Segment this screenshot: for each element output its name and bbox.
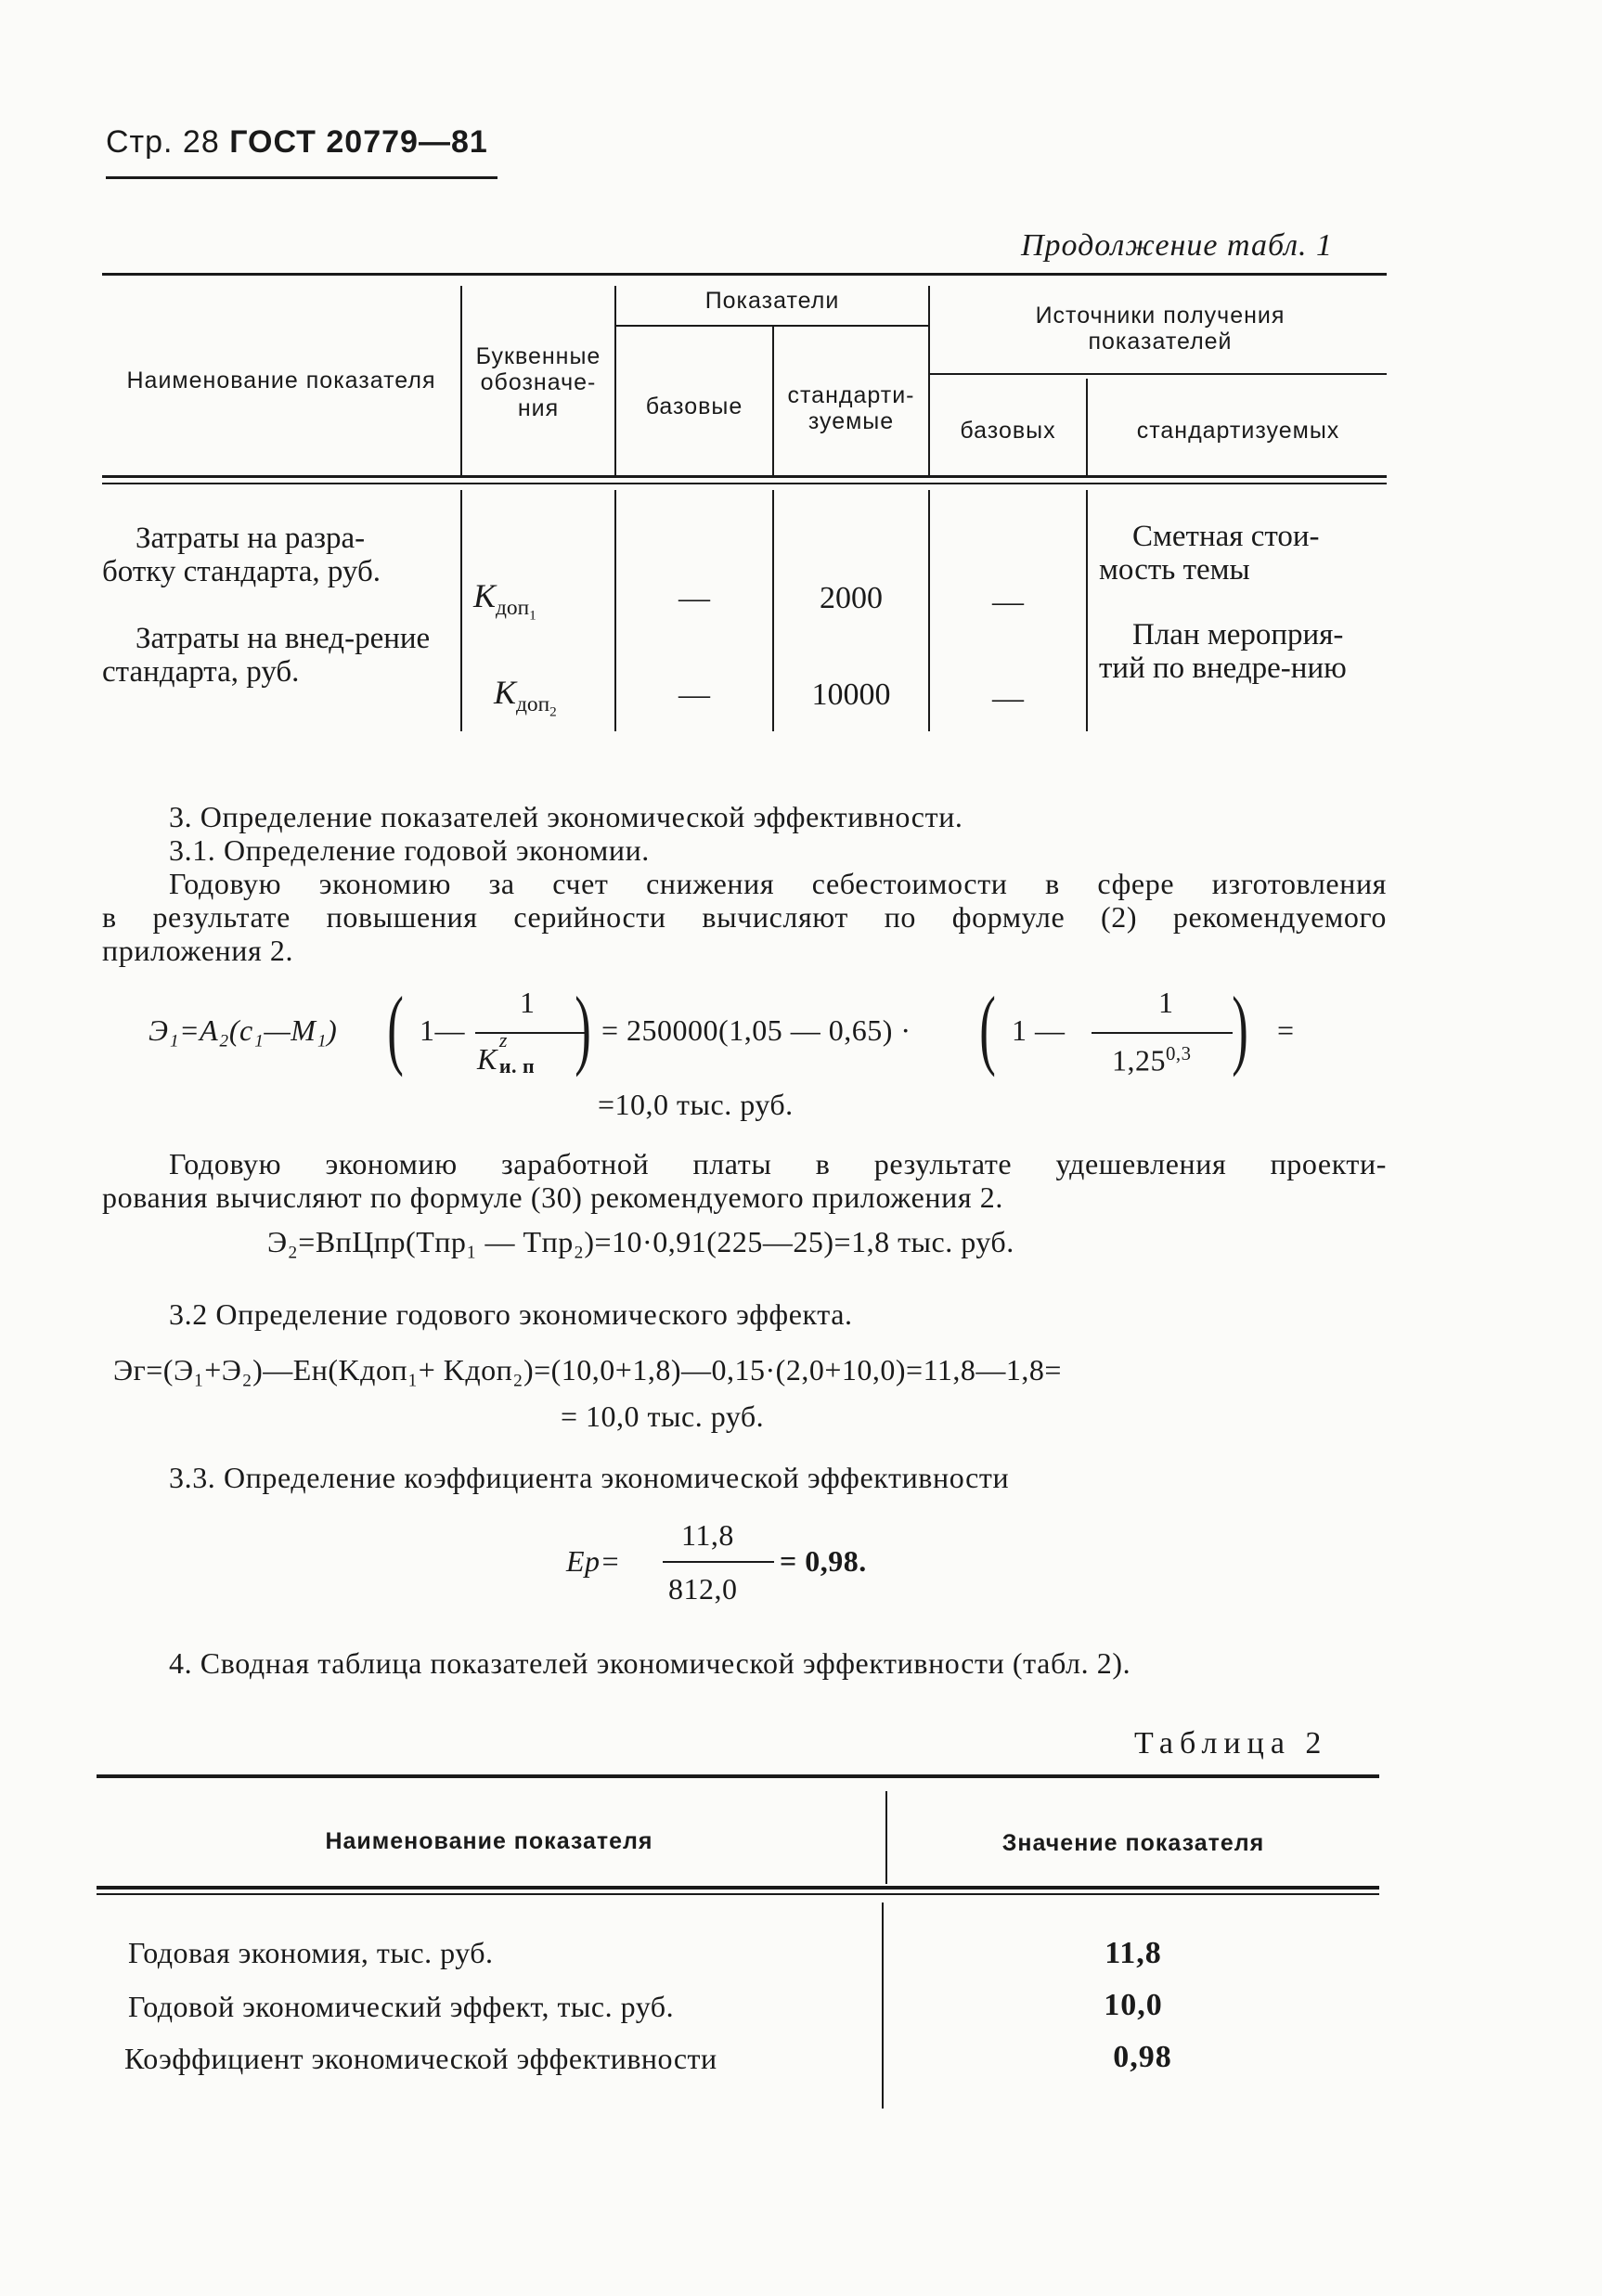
t1-row2-source-standardized: План мероприя-тий по внедре-нию — [1099, 618, 1347, 685]
section-3-2-title: 3.2 Определение годового экономического эффекта. — [169, 1297, 853, 1331]
paragraph-wage-savings: Годовую экономию заработной платы в результате удешевления проекти- рования вычисляют по формуле (30) рекомендуемого приложения 2. — [102, 1147, 1387, 1214]
formula-eg-line2: = 10,0 тыс. руб. — [561, 1400, 765, 1433]
t2-row2-name: Годовой экономический эффект, тыс. руб. — [128, 1990, 675, 2023]
t1-header-sources-base: базовых — [960, 418, 1056, 444]
t1-row1-base: — — [678, 581, 710, 615]
formula-eg-line1: Эг=(Э₁+Э₂)—Eн(Kдоп₁+ Kдоп₂)=(10,0+1,8)—0,15·(2,0+10,0)=11,8—1,8= — [113, 1353, 1062, 1387]
t1-row2-standardized: 10000 — [811, 677, 891, 712]
t1-row1-source-base: — — [992, 585, 1024, 619]
t1-row2-name: Затраты на внед-рение стандарта, руб. — [102, 622, 431, 689]
t1-row2-symbol: $K_{доп_2}$ — [494, 674, 557, 720]
t2-header-name: Наименование показателя — [325, 1828, 653, 1854]
t1-header-sources: Источники получения показателей — [1035, 303, 1285, 355]
section-4-title: 4. Сводная таблица показателей экономической эффективности (табл. 2). — [169, 1646, 1131, 1680]
section-3-3-title: 3.3. Определение коэффициента экономической эффективности — [169, 1461, 1010, 1494]
t1-header-standardized: стандарти-зуемые — [787, 382, 915, 434]
t1-row2-base: — — [678, 677, 710, 712]
table2-caption: Таблица 2 — [1134, 1726, 1328, 1761]
t2-row3-value: 0,98 — [1113, 2040, 1172, 2074]
t1-header-sources-standardized: стандартизуемых — [1136, 418, 1340, 444]
paragraph-annual-savings: Годовую экономию за счет снижения себестоимости в сфере изготовления в результате повышения серийности вычисляют по формуле (2) рекомендуемого приложения 2. — [102, 867, 1387, 967]
t1-row1-source-standardized: Сметная стои-мость темы — [1099, 520, 1320, 587]
section-3-title: 3. Определение показателей экономической эффективности. — [169, 800, 963, 833]
t1-header-letters: Буквенные обозначе-ния — [475, 343, 601, 421]
t2-row1-name: Годовая экономия, тыс. руб. — [128, 1936, 494, 1969]
section-3-1-title: 3.1. Определение годовой экономии. — [169, 833, 650, 867]
table1-continuation: Продолжение табл. 1 — [1021, 228, 1334, 263]
header-rule — [106, 176, 497, 179]
page-number: Стр. 28 — [106, 124, 220, 160]
t1-row1-standardized: 2000 — [820, 581, 883, 615]
t2-row3-name: Коэффициент экономической эффективности — [124, 2042, 717, 2075]
t1-header-indicators: Показатели — [704, 288, 840, 314]
t1-header-base: базовые — [645, 393, 743, 419]
formula-e2: Э₂=BпЦпр(Tпр₁ — Tпр₂)=10·0,91(225—25)=1,8 тыс. руб. — [267, 1225, 1014, 1258]
t2-row2-value: 10,0 — [1104, 1988, 1163, 2022]
t1-row1-symbol: $K_{доп_1}$ — [473, 577, 536, 624]
t2-row1-value: 11,8 — [1105, 1936, 1162, 1970]
t1-row1-name: Затраты на разра-ботку стандарта, руб. — [102, 522, 381, 588]
t1-header-name: Наименование показателя — [126, 368, 436, 393]
page-header — [106, 124, 488, 161]
t2-header-value: Значение показателя — [1001, 1830, 1265, 1856]
standard-code: ГОСТ 20779—81 — [229, 124, 488, 160]
t1-row2-source-base: — — [992, 681, 1024, 716]
